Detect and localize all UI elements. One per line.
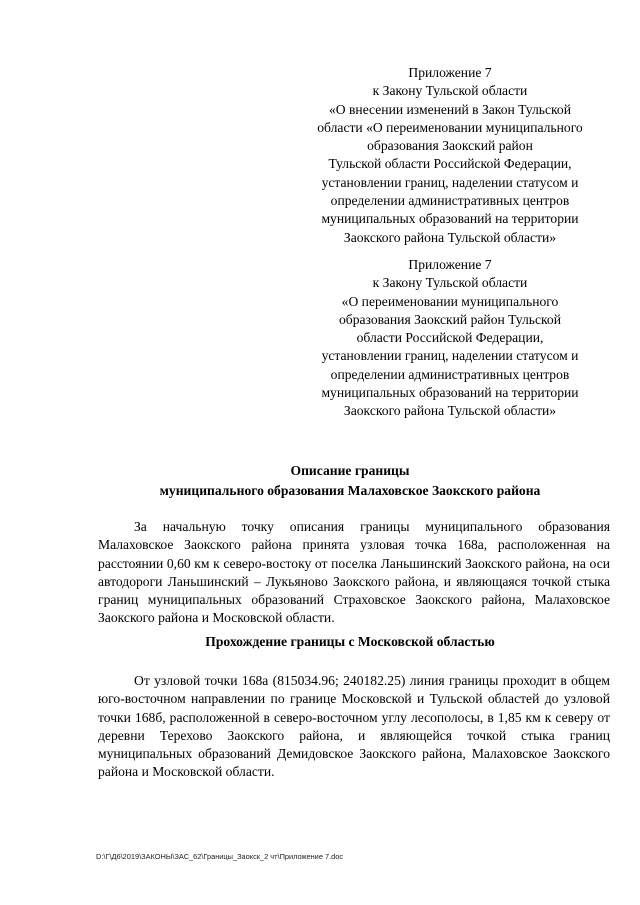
appendix-line: определении административных центров xyxy=(330,366,570,382)
appendix-line: «О внесении изменений в Закон Тульской xyxy=(328,101,572,117)
title-line-1: Описание границы xyxy=(290,463,410,478)
boundary-description-paragraph: От узловой точки 168а (815034.96; 240182.25) линия границы проходит в общем юго-восточном направлении по границе Московской и Тульской областей до узловой точки 168б, расположенной в северо-восточном углу лесополосы, в 1,85 км к северу от деревни Терехово Заокского района, и являющейся точкой стыка границ муниципальных образований Демидовское Заокского района, Малаховское Заокского района и Московской области. xyxy=(98,673,610,780)
starting-point-paragraph: За начальную точку описания границы муниципального образования Малаховское Заокского района принята узловая точка 168а, расположенная на расстоянии 0,60 км к северо-востоку от поселка Ланьшинский Заокского района, на оси автодороги Ланьшинский – Лукьяново Заокского района, и являющаяся точкой стыка границ муниципальных образований Страховское Заокского района, Малаховское Заокского района и Московской области. xyxy=(98,519,610,626)
appendix-line: «О переименовании муниципального xyxy=(341,293,559,309)
appendix-header-original xyxy=(290,256,610,421)
appendix-line: к Закону Тульской области xyxy=(372,83,528,99)
appendix-line: Приложение 7 xyxy=(408,257,492,272)
appendix-line: Заокского района Тульской области» xyxy=(343,229,557,245)
appendix-line: муниципальных образований на территории xyxy=(321,385,579,401)
appendix-line: образования Заокский район Тульской xyxy=(339,311,561,327)
appendix-line: области Российской Федерации, xyxy=(356,330,544,346)
section-heading: Прохождение границы с Московской областью xyxy=(205,634,495,649)
file-path-footer: D:\Г\Д6\2019\ЗАКОНЫ\ЗАС_62\Границы_Заокск_2 чт\Приложение 7.doc xyxy=(96,852,344,861)
appendix-line: Тульской области Российской Федерации, xyxy=(328,156,572,172)
appendix-line: определении административных центров xyxy=(330,193,570,209)
appendix-line: Приложение 7 xyxy=(408,65,492,80)
appendix-line: установлении границ, наделении статусом и xyxy=(321,174,579,190)
appendix-line: Заокского района Тульской области» xyxy=(343,403,557,419)
appendix-line: образования Заокский район xyxy=(367,138,533,154)
appendix-line: муниципальных образований на территории xyxy=(321,211,579,227)
appendix-line: установлении границ, наделении статусом и xyxy=(321,348,579,364)
document-title xyxy=(80,461,620,501)
title-line-2: муниципального образования Малаховское Заокского района xyxy=(159,483,541,498)
appendix-header-amended xyxy=(290,64,610,247)
appendix-line: к Закону Тульской области xyxy=(372,275,528,291)
appendix-line: области «О переименовании муниципального xyxy=(317,119,583,135)
